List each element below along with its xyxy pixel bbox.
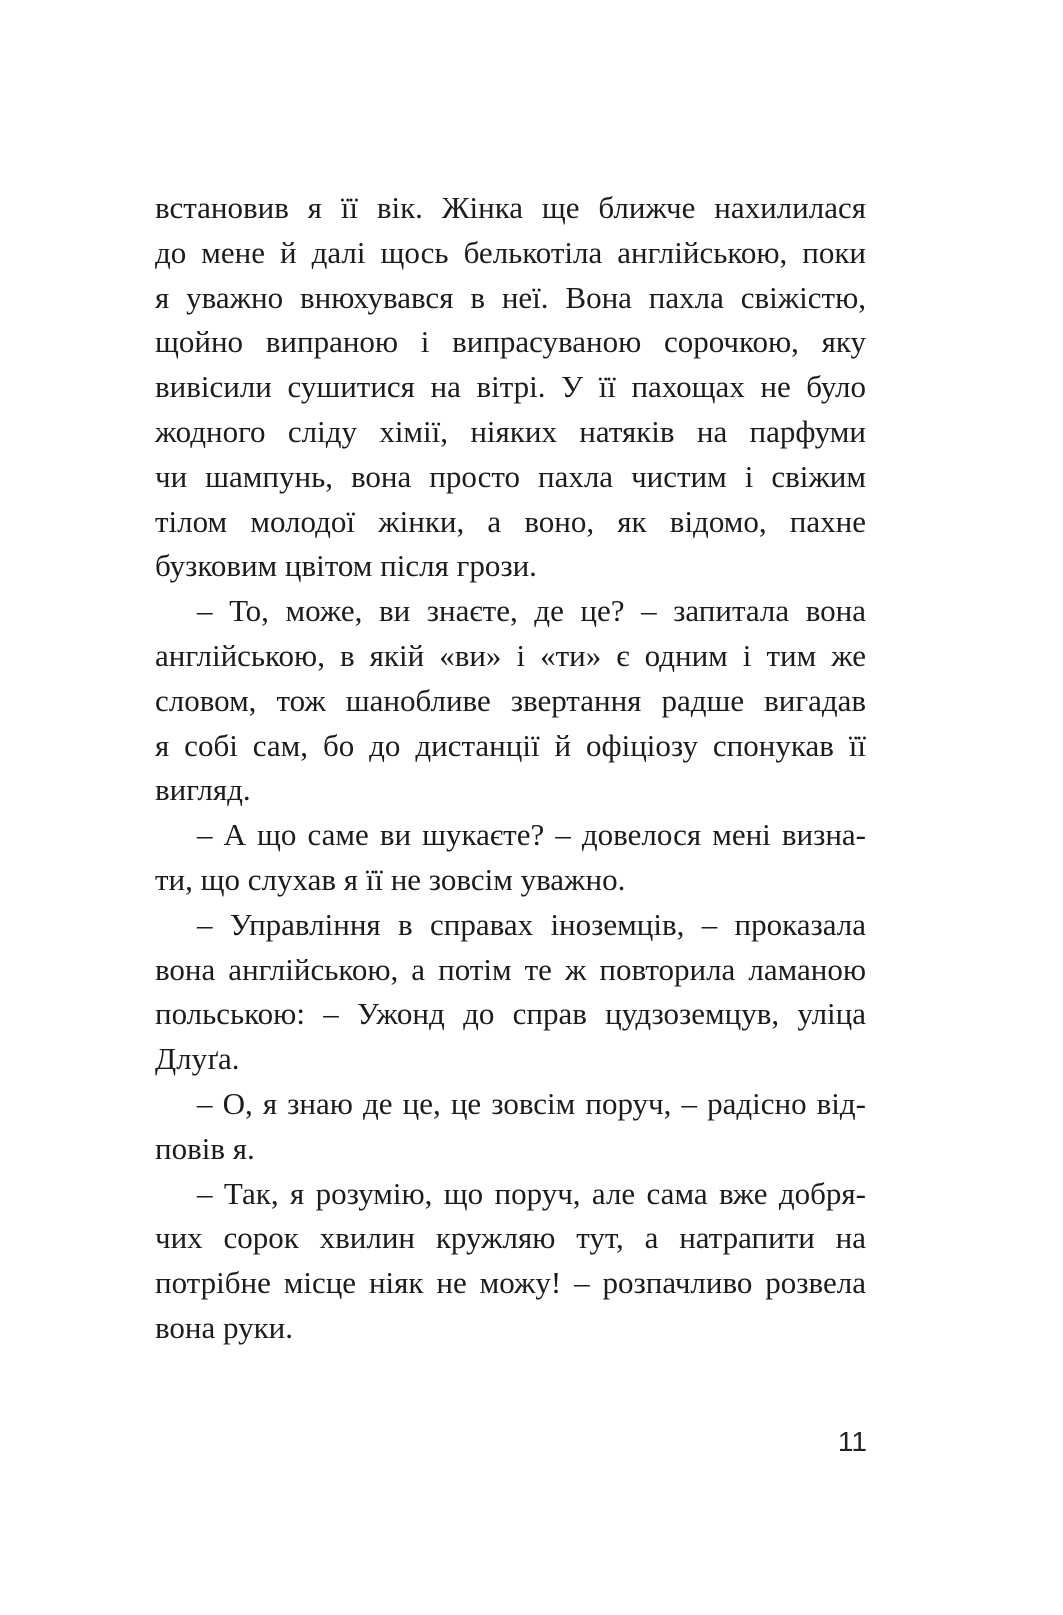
text-line: ти, що слухав я її не зовсім уважно. (155, 861, 626, 897)
text-line: я уважно внюхувався в неї. Вона пахла свіжістю, (155, 279, 866, 315)
text-line: жодного сліду хімії, ніяких натяків на парфуми (155, 413, 866, 449)
text-line: – О, я знаю де це, це зовсім поруч, – радісно від- (197, 1085, 866, 1121)
paragraph (155, 1172, 866, 1351)
text-line: – То, може, ви знаєте, де це? – запитала вона (197, 593, 866, 629)
paragraph (155, 1082, 866, 1172)
paragraph (155, 589, 866, 813)
text-line: вона руки. (155, 1309, 294, 1345)
page-number: 11 (837, 1426, 867, 1457)
paragraph (155, 186, 866, 589)
text-line: вивісили сушитися на вітрі. У її пахощах не було (155, 369, 866, 405)
text-line: щойно випраною і випрасуваною сорочкою, яку (155, 324, 866, 360)
paragraph (155, 813, 866, 903)
text-line: словом, тож шанобливе звертання радше вигадав (155, 682, 866, 718)
text-line: я собі сам, бо до дистанції й офіціозу спонукав її (155, 727, 866, 763)
text-line: до мене й далі щось белькотіла англійською, поки (155, 234, 866, 270)
paragraph (155, 903, 866, 1082)
text-line: – Управління в справах іноземців, – проказала (197, 906, 866, 942)
text-line: – Так, я розумію, що поруч, але сама вже добря- (197, 1175, 866, 1211)
text-line: чих сорок хвилин кружляю тут, а натрапити на (155, 1220, 866, 1256)
text-line: бузковим цвітом після грози. (155, 548, 537, 584)
text-line: польською: – Ужонд до справ цудзоземцув, уліца (155, 996, 866, 1032)
text-line: чи шампунь, вона просто пахла чистим і свіжим (155, 458, 866, 494)
text-line: вигляд. (155, 772, 251, 808)
text-line: вона англійською, а потім те ж повторила ламаною (155, 951, 866, 987)
text-line: встановив я її вік. Жінка ще ближче нахилилася (155, 190, 866, 225)
text-line: потрібне місце ніяк не можу! – розпачливо розвела (155, 1265, 866, 1301)
text-line: англійською, в якій «ви» і «ти» є одним і тим же (155, 637, 866, 673)
text-line: – А що саме ви шукаєте? – довелося мені визна- (197, 817, 866, 853)
body-text (155, 186, 866, 1351)
text-line: Длуґа. (155, 1041, 240, 1077)
text-line: тілом молодої жінки, а воно, як відомо, пахне (155, 503, 866, 539)
text-line: повів я. (155, 1130, 255, 1166)
